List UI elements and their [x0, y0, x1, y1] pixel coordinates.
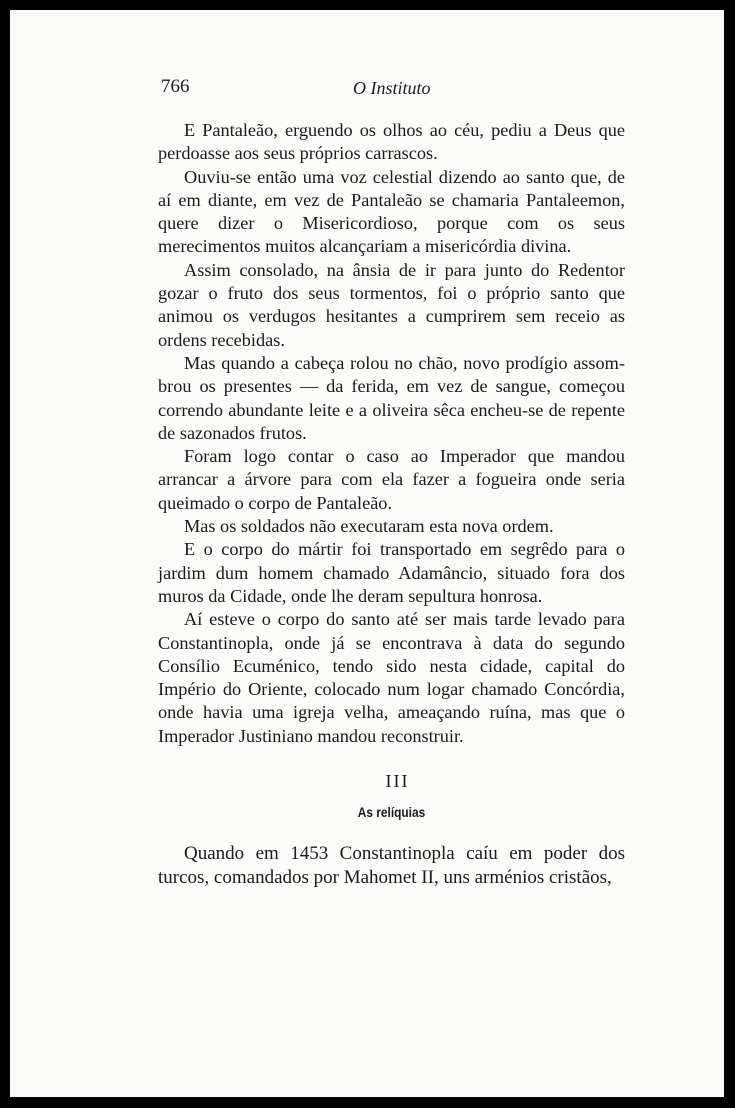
- running-title: O Instituto: [353, 78, 431, 98]
- section-title: As relíquias: [357, 804, 426, 821]
- paragraph: Foram logo contar o caso ao Imperador que mandou arrancar a árvore para com ela fazer a fogueira onde seria queimado o corpo de Pantaleão.: [158, 446, 625, 513]
- paragraph: Ouviu-se então uma voz celestial dizendo ao santo que, de aí em diante, em vez de Pantaleão se chamaria Pantaleemon, quere dizer o Misericordioso, porque com os seus merecimentos muitos alcançariam a misericórdia divina.: [158, 166, 625, 257]
- paragraph: E Pantaleão, erguendo os olhos ao céu, pediu a Deus que perdoasse aos seus próprios carrascos.: [158, 120, 625, 164]
- document-page: [10, 10, 724, 1097]
- page-number: 766: [161, 76, 190, 97]
- paragraph: Quando em 1453 Constantinopla caíu em poder dos turcos, comandados por Mahomet II, uns arménios cristãos,: [158, 843, 625, 889]
- paragraph: Aí esteve o corpo do santo até ser mais tarde levado para Constantinopla, onde já se encontrava à data do segundo Consílio Ecuménico, tendo sido nesta cidade, capital do Império do Oriente, colocado num logar chamado Concórdia, onde havia uma igreja velha, ameaçando ruína, mas que o Imperador Justiniano mandou reconstruir.: [158, 609, 625, 746]
- paragraph: Mas quando a cabeça rolou no chão, novo prodígio assombrou os presentes — da ferida, em vez de sangue, começou correndo abundante leite e a oliveira sêca encheu-se de repente de sazonados frutos.: [158, 352, 625, 443]
- paragraph: E o corpo do mártir foi transportado em segrêdo para o jardim dum homem chamado Adamâncio, situado fora dos muros da Cidade, onde lhe deram sepultura honrosa.: [158, 539, 625, 606]
- paragraph: Mas os soldados não executaram esta nova ordem.: [184, 516, 554, 537]
- paragraph: Assim consolado, na ânsia de ir para junto do Redentor gozar o fruto dos seus tormentos, foi o próprio santo que animou os verdugos hesitantes a cumprirem sem receio as ordens recebidas.: [158, 259, 625, 350]
- body-text: [158, 119, 625, 890]
- section-numeral: III: [385, 771, 410, 792]
